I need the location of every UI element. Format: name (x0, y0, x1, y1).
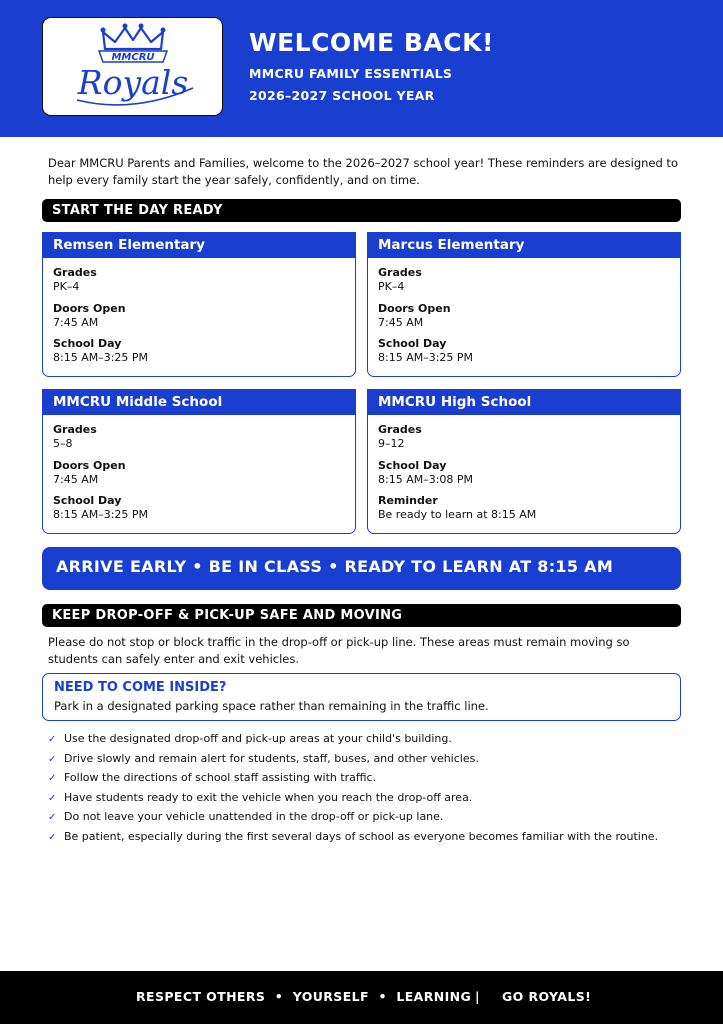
info-row: Doors Open 7:45 AM (53, 301, 126, 329)
checkmark-icon: ✓ (48, 792, 57, 804)
section-dropoff-heading: KEEP DROP-OFF & PICK-UP SAFE AND MOVING (42, 604, 681, 627)
school-name: MMCRU Middle School (43, 390, 355, 415)
info-row: Grades 9–12 (378, 423, 422, 450)
list-item: ✓ Follow the directions of school staff assisting with traffic. (48, 769, 688, 789)
come-inside-callout (42, 673, 681, 721)
crown-logo-icon (43, 18, 223, 116)
header-banner (0, 0, 723, 137)
checkmark-icon: ✓ (48, 773, 57, 784)
page-title: WELCOME BACK! (249, 28, 494, 57)
school-name: Marcus Elementary (368, 233, 680, 258)
arrive-early-banner: ARRIVE EARLY • BE IN CLASS • READY TO LEARN AT 8:15 AM (42, 547, 681, 590)
info-row: School Day 8:15 AM–3:08 PM (378, 458, 474, 486)
section-start-day-heading: START THE DAY READY (42, 199, 681, 222)
list-item: ✓ Be patient, especially during the first several days of school as everyone becomes familiar with the routine. (48, 828, 688, 848)
checkmark-icon: ✓ (48, 734, 57, 745)
info-row: Grades 5–8 (53, 423, 97, 450)
intro-paragraph: Dear MMCRU Parents and Families, welcome to the 2026–2027 school year! These reminders are designed to help every family start the year safely, confidently, and on time. (48, 156, 678, 187)
footer-divider: | (475, 989, 480, 1004)
school-card-high (367, 389, 681, 534)
footer-cheer: GO ROYALS! (502, 989, 592, 1004)
school-name: MMCRU High School (368, 390, 680, 415)
info-row: Reminder Be ready to learn at 8:15 AM (378, 494, 537, 521)
svg-text:MMCRU: MMCRU (111, 52, 155, 63)
school-name: Remsen Elementary (43, 233, 355, 258)
school-year: 2026–2027 SCHOOL YEAR (249, 88, 435, 103)
safety-checklist (48, 730, 688, 847)
checkmark-icon: ✓ (48, 812, 57, 823)
school-card-marcus (367, 232, 681, 377)
info-row: School Day 8:15 AM–3:25 PM (53, 494, 149, 521)
callout-text: Park in a designated parking space rather than remaining in the traffic line. (54, 699, 489, 713)
callout-title: NEED TO COME INSIDE? (54, 680, 227, 695)
info-row: School Day 8:15 AM–3:25 PM (378, 337, 474, 364)
royals-logo (42, 17, 223, 116)
footer-bar (0, 971, 723, 1024)
school-card-remsen (42, 232, 356, 377)
footer-motto: RESPECT OTHERS • YOURSELF • LEARNING (136, 989, 472, 1004)
svg-text:Royals: Royals (77, 63, 189, 102)
school-card-middle (42, 389, 356, 534)
traffic-paragraph: Please do not stop or block traffic in the drop-off or pick-up line. These areas must remain moving so students can safely enter and exit vehicles. (48, 635, 630, 666)
page-subtitle: MMCRU FAMILY ESSENTIALS (249, 66, 453, 81)
list-item: ✓ Use the designated drop-off and pick-up areas at your child's building. (48, 730, 688, 750)
list-item: ✓ Do not leave your vehicle unattended in the drop-off or pick-up lane. (48, 808, 688, 828)
info-row: Doors Open 7:45 AM (53, 458, 126, 486)
info-row: Grades PK–4 (53, 266, 97, 293)
list-item: ✓ Have students ready to exit the vehicle when you reach the drop-off area. (48, 789, 688, 809)
checkmark-icon: ✓ (48, 831, 57, 843)
checkmark-icon: ✓ (48, 753, 57, 765)
list-item: ✓ Drive slowly and remain alert for students, staff, buses, and other vehicles. (48, 750, 688, 770)
info-row: Doors Open 7:45 AM (378, 301, 451, 329)
info-row: School Day 8:15 AM–3:25 PM (53, 337, 149, 364)
info-row: Grades PK–4 (378, 266, 422, 293)
